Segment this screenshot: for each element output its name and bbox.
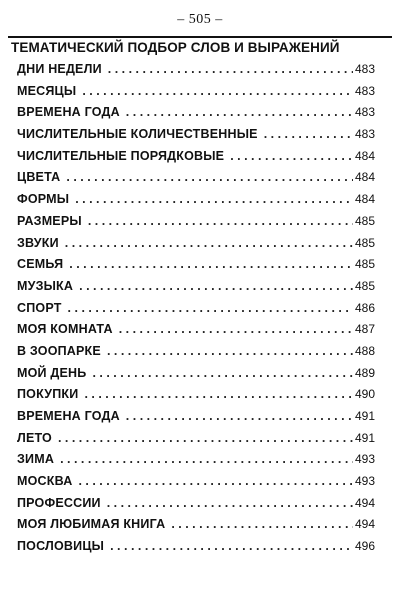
dot-leader <box>110 539 353 553</box>
toc-entry-label: ЧИСЛИТЕЛЬНЫЕ КОЛИЧЕСТВЕННЫЕ <box>17 127 258 142</box>
dot-leader <box>107 496 353 510</box>
toc-entry-page-number: 487 <box>354 322 375 337</box>
dot-leader <box>78 474 353 488</box>
toc-entry-page-number: 485 <box>354 213 375 228</box>
dot-leader <box>75 192 353 206</box>
dot-leader <box>126 105 353 119</box>
toc-entry-page-number: 485 <box>354 278 375 293</box>
toc-entry-page-number: 491 <box>354 430 375 445</box>
header-rule <box>8 36 392 38</box>
dot-leader <box>92 366 353 380</box>
toc-entry[interactable] <box>17 279 375 301</box>
toc-entry-page-number: 490 <box>354 387 375 402</box>
toc-entry-label: ПОСЛОВИЦЫ <box>17 539 105 554</box>
toc-entry-label: СПОРТ <box>17 300 62 315</box>
dot-leader <box>230 149 353 163</box>
toc-entry-label: ЗВУКИ <box>17 235 59 250</box>
toc-entry-page-number: 486 <box>354 300 375 315</box>
toc-entry-page-number: 488 <box>354 343 375 358</box>
toc-entry-page-number: 493 <box>354 452 375 467</box>
dot-leader <box>119 322 353 336</box>
toc-entry-label: ЗИМА <box>17 452 55 467</box>
toc-entry-label: МЕСЯЦЫ <box>17 83 77 98</box>
toc-entry-page-number: 494 <box>354 517 375 532</box>
toc-entry[interactable] <box>17 387 375 409</box>
toc-entry-page-number: 483 <box>354 127 375 142</box>
dot-leader <box>108 62 353 76</box>
dot-leader <box>69 257 353 271</box>
toc-entry-page-number: 491 <box>354 409 375 423</box>
toc-entry-page-number: 483 <box>354 62 375 76</box>
dot-leader <box>107 344 353 358</box>
dot-leader <box>60 452 353 466</box>
toc-entry-label: ДНИ НЕДЕЛИ <box>17 62 102 76</box>
dot-leader <box>58 431 353 445</box>
toc-entry-page-number: 485 <box>354 257 375 272</box>
dot-leader <box>66 170 353 184</box>
dot-leader <box>65 236 353 250</box>
toc-entry-label: МОЯ КОМНАТА <box>17 322 113 337</box>
toc-entry-label: СЕМЬЯ <box>17 257 64 272</box>
toc-entry-page-number: 496 <box>354 539 375 554</box>
page-number: – 505 – <box>177 12 223 27</box>
toc-entry-label: ПРОФЕССИИ <box>17 495 101 510</box>
dot-leader <box>84 387 353 401</box>
toc-entry[interactable] <box>17 322 375 344</box>
toc-entry-label: ЛЕТО <box>17 430 52 445</box>
toc-entry[interactable] <box>17 170 375 192</box>
toc-entry-page-number: 484 <box>354 148 375 163</box>
toc-entry-label: ЧИСЛИТЕЛЬНЫЕ ПОРЯДКОВЫЕ <box>17 148 225 163</box>
toc-entry-page-number: 484 <box>354 192 375 207</box>
dot-leader <box>126 409 353 423</box>
toc-entry-label: МОЙ ДЕНЬ <box>17 365 87 380</box>
toc-entry[interactable] <box>17 409 375 431</box>
toc-entry-page-number: 483 <box>354 105 375 120</box>
toc-entry-page-number: 493 <box>354 474 375 489</box>
toc-entry-label: ФОРМЫ <box>17 192 70 207</box>
toc-entry[interactable] <box>17 539 375 561</box>
toc-entry-label: МОЯ ЛЮБИМАЯ КНИГА <box>17 517 166 532</box>
toc-entry[interactable] <box>17 149 375 171</box>
toc-entry-label: ВРЕМЕНА ГОДА <box>17 409 120 423</box>
toc-entry-label: РАЗМЕРЫ <box>17 213 82 228</box>
toc-entry[interactable] <box>17 344 375 366</box>
toc-entry-page-number: 494 <box>354 495 375 510</box>
toc-entry-label: ПОКУПКИ <box>17 387 79 402</box>
toc-entry[interactable] <box>17 192 375 214</box>
toc-entry[interactable] <box>17 431 375 453</box>
toc-entry[interactable] <box>17 236 375 258</box>
toc-entry-label: МОСКВА <box>17 474 73 489</box>
toc-entry[interactable] <box>17 474 375 496</box>
section-title: ТЕМАТИЧЕСКИЙ ПОДБОР СЛОВ И ВЫРАЖЕНИЙ <box>11 40 340 55</box>
dot-leader <box>79 279 353 293</box>
dot-leader <box>264 127 353 141</box>
dot-leader <box>68 301 353 315</box>
toc-entry-label: В ЗООПАРКЕ <box>17 343 101 358</box>
toc-entry-label: МУЗЫКА <box>17 278 74 293</box>
toc-entry[interactable] <box>17 452 375 474</box>
dot-leader <box>82 84 353 98</box>
toc-entry[interactable] <box>17 105 375 127</box>
toc-entry[interactable] <box>17 214 375 236</box>
dot-leader <box>171 517 353 531</box>
toc-entry[interactable] <box>17 84 375 106</box>
dot-leader <box>88 214 353 228</box>
toc-entry[interactable] <box>17 496 375 518</box>
toc-entry[interactable] <box>17 366 375 388</box>
toc-entry-label: ВРЕМЕНА ГОДА <box>17 105 120 120</box>
toc-entry[interactable] <box>17 301 375 323</box>
toc-entry[interactable] <box>17 257 375 279</box>
toc-entry[interactable] <box>17 517 375 539</box>
table-of-contents <box>17 62 375 561</box>
toc-entry-page-number: 484 <box>354 170 375 185</box>
toc-entry-label: ЦВЕТА <box>17 170 61 185</box>
toc-entry[interactable] <box>17 127 375 149</box>
toc-entry[interactable] <box>17 62 375 84</box>
toc-entry-page-number: 483 <box>354 83 375 98</box>
toc-entry-page-number: 489 <box>354 365 375 380</box>
toc-entry-page-number: 485 <box>354 235 375 250</box>
